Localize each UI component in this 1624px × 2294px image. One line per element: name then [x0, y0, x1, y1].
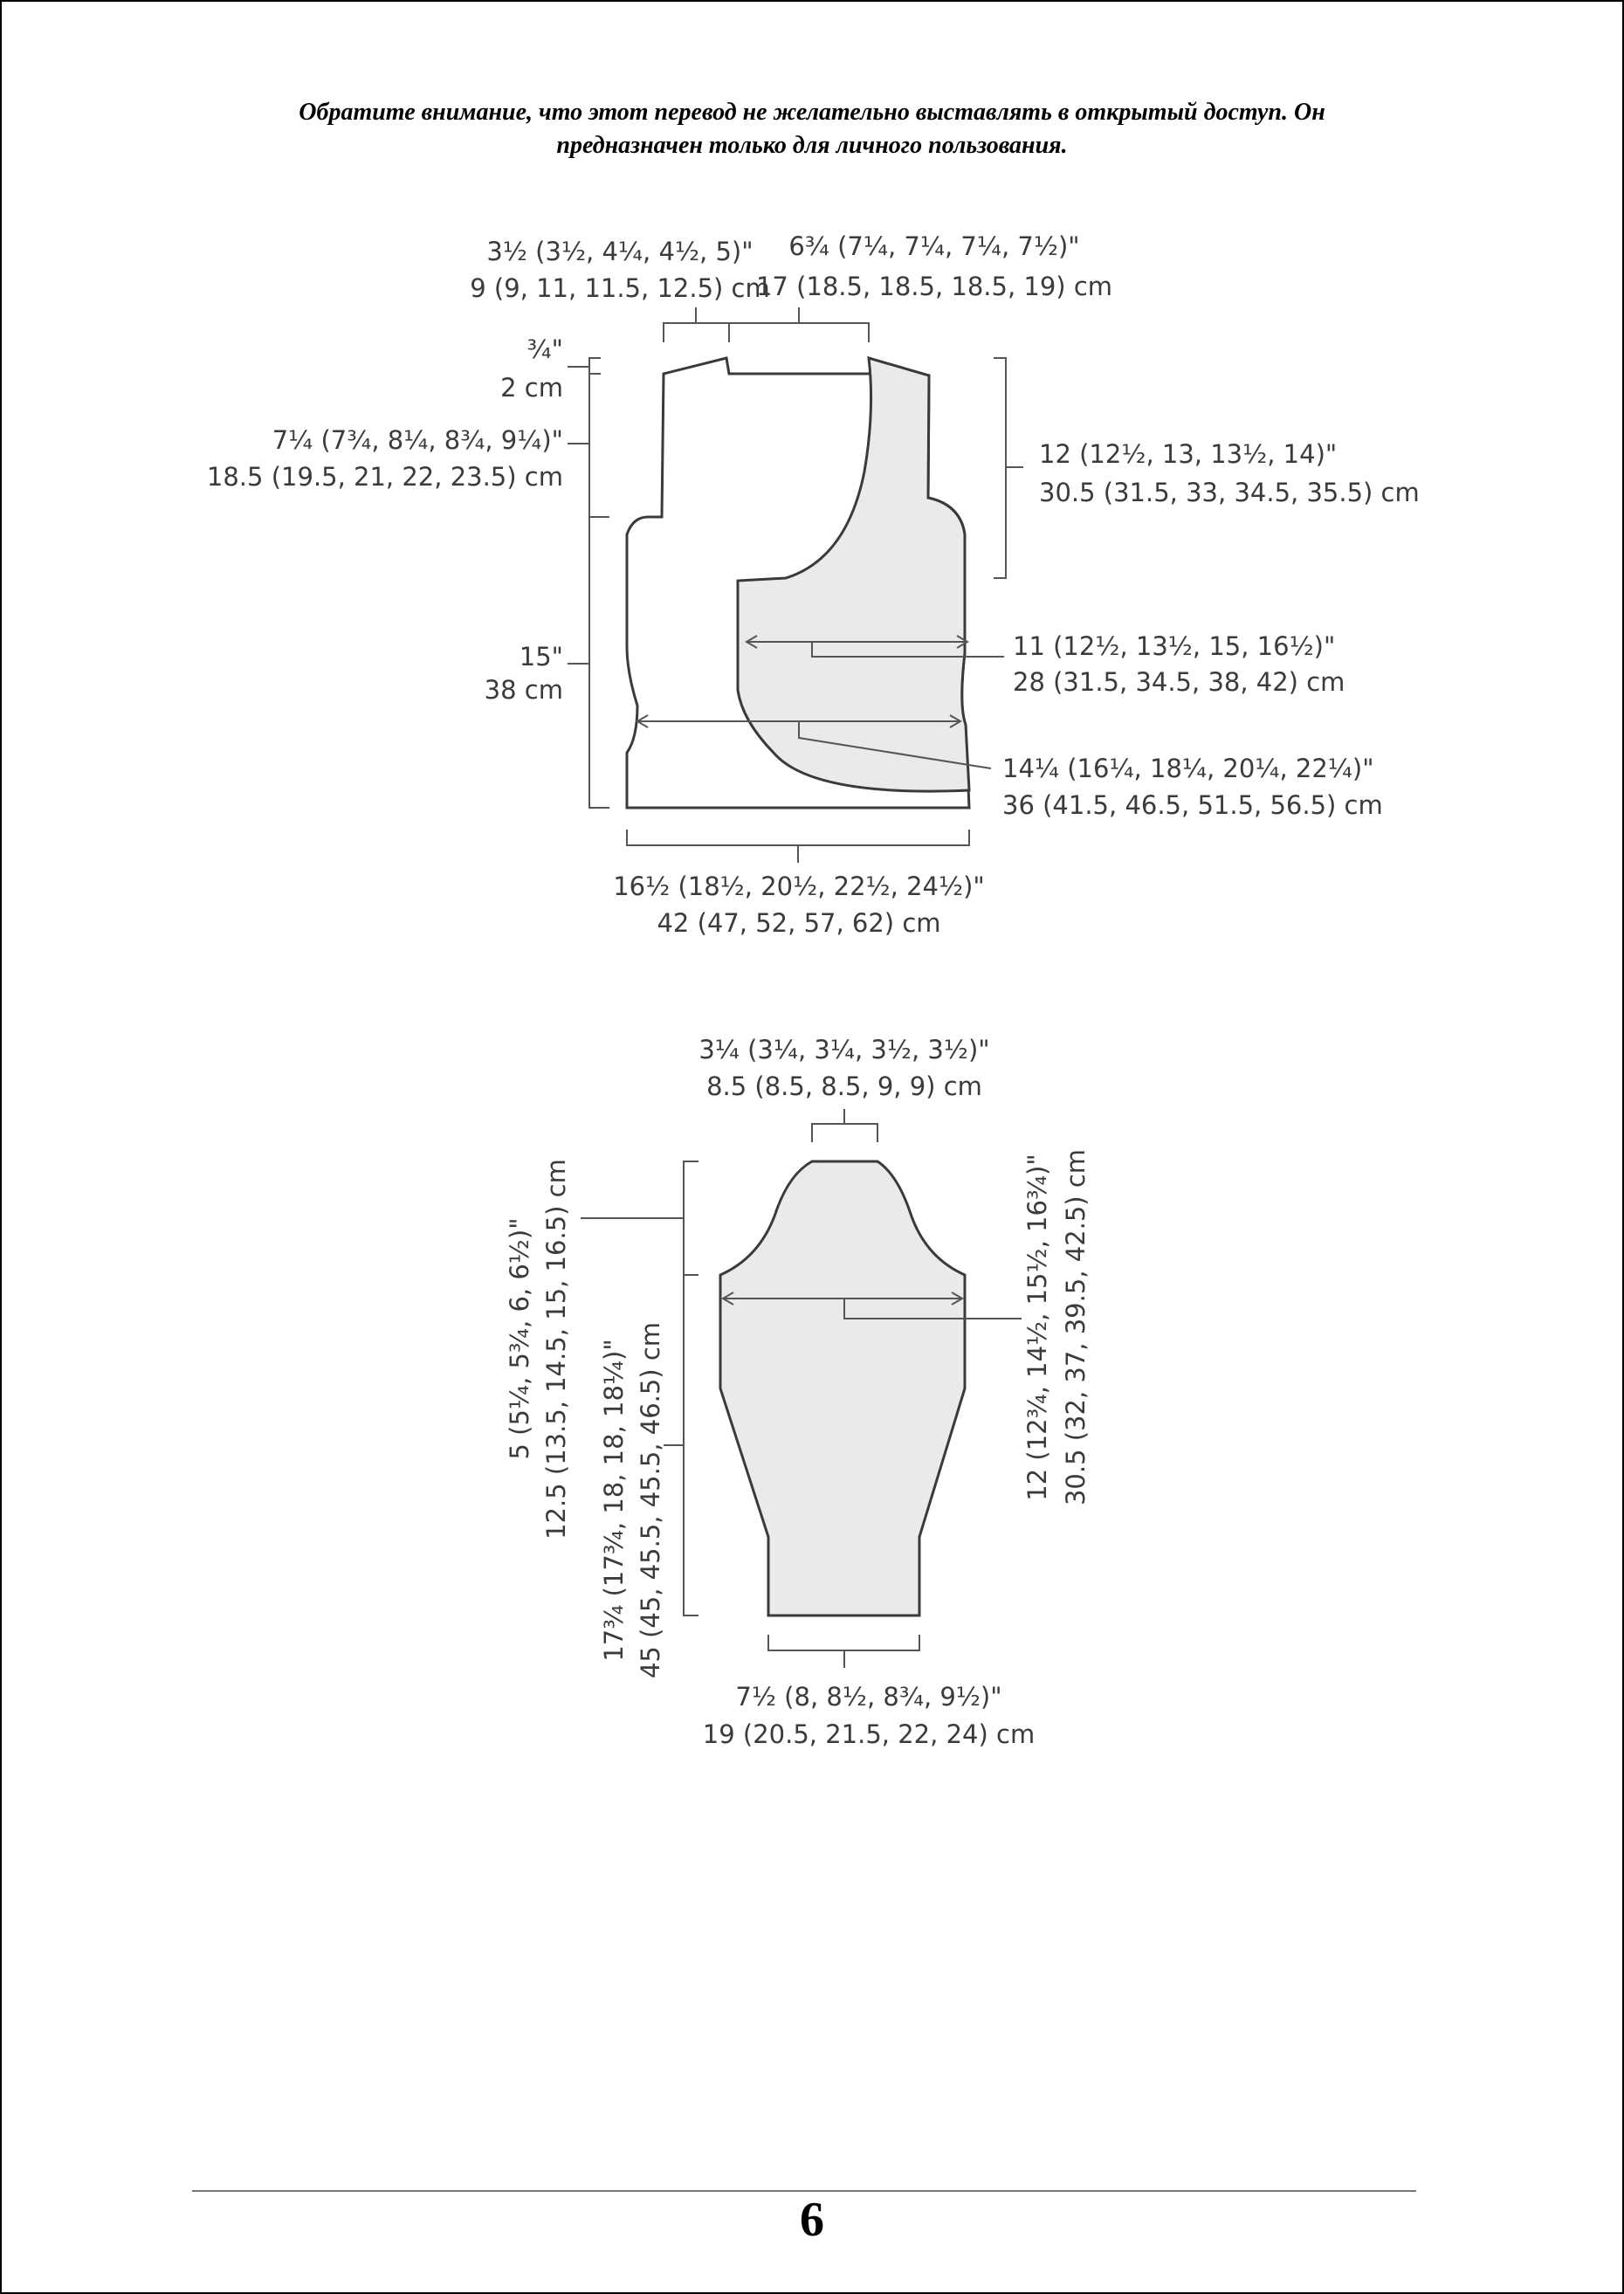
armhole-inch-label: 7¼ (7¾, 8¼, 8¾, 9¼)" — [272, 425, 563, 455]
upper-arm-cm-label: 30.5 (32, 37, 39.5, 42.5) cm — [1061, 1148, 1091, 1506]
slope-cm-label: 2 cm — [500, 373, 563, 403]
waist-cm-label: 36 (41.5, 46.5, 51.5, 56.5) cm — [1002, 790, 1383, 820]
shoulder-inch-label: 3½ (3½, 4¼, 4½, 5)" — [486, 237, 754, 266]
sleeve-outline — [720, 1161, 965, 1615]
cap-height-inch-label: 5 (5¼, 5¾, 6, 6½)" — [505, 1217, 534, 1460]
neck-inch-label: 6¾ (7¼, 7¼, 7¼, 7½)" — [788, 231, 1080, 261]
cuff-cm-label: 19 (20.5, 21.5, 22, 24) cm — [702, 1719, 1036, 1749]
cap-top-bracket — [812, 1124, 877, 1142]
front-width-cm-label: 28 (31.5, 34.5, 38, 42) cm — [1013, 667, 1345, 697]
length-bracket — [589, 517, 609, 808]
sleeve-length-cm-label: 45 (45, 45.5, 45.5, 46.5) cm — [636, 1321, 665, 1679]
hem-bracket — [627, 830, 969, 845]
waist-inch-label: 14¼ (16¼, 18¼, 20¼, 22¼)" — [1002, 754, 1374, 783]
armhole-cm-label: 18.5 (19.5, 21, 22, 23.5) cm — [206, 462, 563, 492]
slope-inch-label: ¾" — [526, 334, 563, 364]
slope-bracket — [589, 358, 601, 374]
cuff-bracket — [768, 1635, 919, 1650]
sleeve-length-bracket — [684, 1275, 698, 1615]
cap-height-bracket — [684, 1161, 698, 1275]
cap-height-cm-label: 12.5 (13.5, 14.5, 15, 16.5) cm — [541, 1159, 571, 1540]
armhole-bracket — [589, 374, 601, 517]
front-depth-cm-label: 30.5 (31.5, 33, 34.5, 35.5) cm — [1039, 478, 1420, 507]
neck-bracket — [729, 323, 869, 342]
front-width-inch-label: 11 (12½, 13½, 15, 16½)" — [1013, 631, 1336, 661]
sleeve-length-inch-label: 17¾ (17¾, 18, 18, 18¼)" — [599, 1339, 629, 1662]
front-depth-bracket — [994, 358, 1006, 578]
cuff-inch-label: 7½ (8, 8½, 8¾, 9½)" — [735, 1682, 1002, 1712]
notice-line-2: предназначен только для личного пользования. — [556, 132, 1068, 159]
hem-inch-label: 16½ (18½, 20½, 22½, 24½)" — [613, 871, 985, 901]
page-number: 6 — [800, 2193, 824, 2247]
notice-line-1: Обратите внимание, что этот перевод не желательно выставлять в открытый доступ. Он — [299, 99, 1325, 126]
upper-arm-inch-label: 12 (12¾, 14½, 15½, 16¾)" — [1022, 1154, 1052, 1501]
sleeve-schematic — [505, 1035, 1091, 1749]
length-cm-label: 38 cm — [484, 675, 563, 705]
body-schematic — [207, 231, 1420, 938]
cap-top-cm-label: 8.5 (8.5, 8.5, 9, 9) cm — [706, 1071, 982, 1101]
front-depth-inch-label: 12 (12½, 13, 13½, 14)" — [1039, 439, 1338, 469]
cap-top-inch-label: 3¼ (3¼, 3¼, 3½, 3½)" — [698, 1035, 990, 1064]
shoulder-cm-label: 9 (9, 11, 11.5, 12.5) cm — [470, 273, 770, 303]
length-inch-label: 15" — [519, 642, 563, 672]
neck-cm-label: 17 (18.5, 18.5, 18.5, 19) cm — [755, 272, 1113, 301]
shoulder-bracket — [664, 323, 729, 342]
hem-cm-label: 42 (47, 52, 57, 62) cm — [657, 908, 941, 938]
